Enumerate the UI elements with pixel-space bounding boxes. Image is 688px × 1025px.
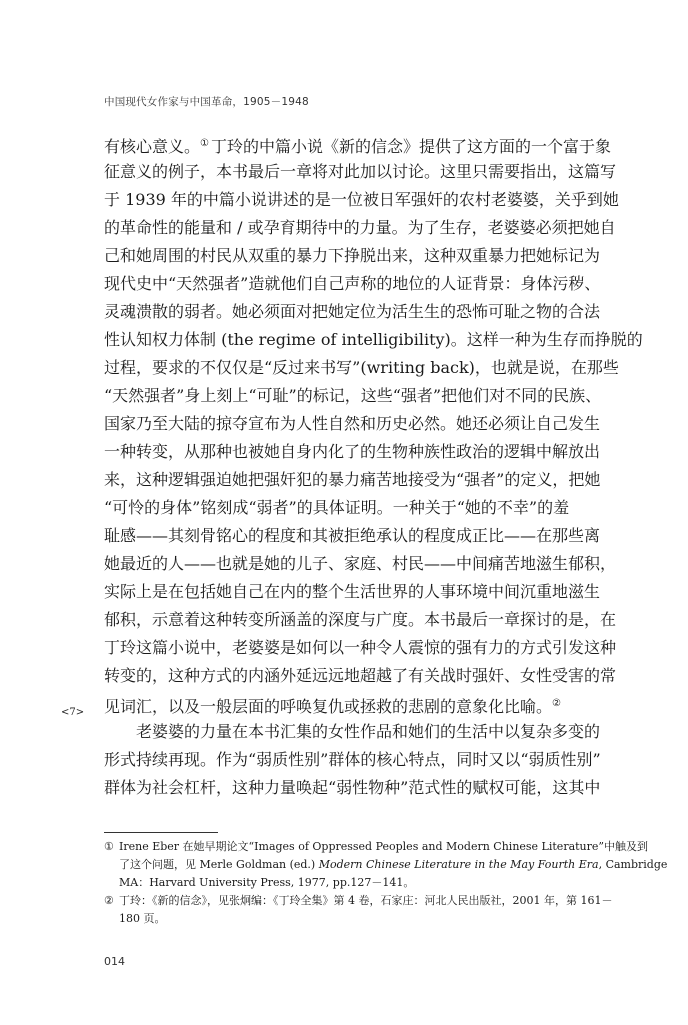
body-line: 丁玲这篇小说中，老婆婆是如何以一种令人震惊的强有力的方式引发这种: [104, 638, 617, 657]
body-text: [104, 130, 643, 802]
body-line: 国家乃至大陆的掠夺宣布为人性自然和历史必然。她还必须让自己发生: [104, 414, 601, 433]
body-line: 郁积，示意着这种转变所涵盖的深度与广度。本书最后一章探讨的是，在: [104, 610, 617, 629]
running-header: 中国现代女作家与中国革命，1905－1948: [104, 96, 309, 108]
body-line-text: 见词汇，以及一般层面的呼唤复仇或拯救的悲剧的意象化比喻。: [104, 697, 553, 716]
body-line: 形式持续再现。作为“弱质性别”群体的核心特点，同时又以“弱质性别”: [104, 750, 601, 769]
footnote-2: [104, 892, 634, 910]
body-line: 过程，要求的不仅仅是“反过来书写”(writing back)，也就是说，在那些: [104, 358, 619, 377]
body-line: 己和她周围的村民从双重的暴力下挣脱出来，这种双重暴力把她标记为: [104, 246, 601, 265]
footnote-ref-1: ①: [200, 138, 209, 149]
body-line: [104, 130, 634, 158]
body-line: 现代史中“天然强者”造就他们自己声称的地位的人证背景：身体污秽、: [104, 274, 601, 293]
footnote-1-line1: Irene Eber 在她早期论文“Images of Oppressed Peoples and Modern Chinese Literature”中触及到: [119, 840, 649, 853]
body-line-text: 有核心意义。: [104, 137, 201, 156]
footnote-1-text: 了这个问题，见 Merle Goldman (ed.): [119, 858, 319, 871]
body-line: 来，这种逻辑强迫她把强奸犯的暴力痛苦地接受为“强者”的定义，把她: [104, 470, 601, 489]
page-number: 014: [104, 955, 125, 968]
footnote-2-line1: 丁玲：《新的信念》，见张炯编：《丁玲全集》第 4 卷，石家庄：河北人民出版社，2001 年，第 161－: [119, 894, 613, 907]
footnote-2-mark: ②: [104, 894, 114, 907]
body-line: “天然强者”身上刻上“可耻”的标记，这些“强者”把他们对不同的民族、: [104, 386, 602, 405]
body-line: 转变的，这种方式的内涵外延远远地超越了有关战时强奸、女性受害的常: [104, 666, 617, 685]
body-line: “可怜的身体”铭刻成“弱者”的具体证明。一种关于“她的不幸”的羞: [104, 498, 570, 517]
footnote-2-line2: 180 页。: [119, 912, 166, 925]
body-line: 的革命性的能量和 / 或孕育期待中的力量。为了生存，老婆婆必须把她自: [104, 218, 616, 237]
body-line: 老婆婆的力量在本书汇集的女性作品和她们的生活中以复杂多变的: [136, 722, 601, 741]
body-line: 实际上是在包括她自己在内的整个生活世界的人事环境中间沉重地滋生: [104, 582, 601, 601]
footnote-ref-2: ②: [552, 698, 561, 709]
footnote-1-book-title: Modern Chinese Literature in the May Fourth Era: [318, 858, 599, 871]
body-line: 群体为社会杠杆，这种力量唤起“弱性物种”范式性的赋权可能，这其中: [104, 778, 601, 797]
body-line: 性认知权力体制 (the regime of intelligibility)。这样一种为生存而挣脱的: [104, 330, 643, 349]
body-line: 耻感——其刻骨铭心的程度和其被拒绝承认的程度成正比——在那些离: [104, 526, 601, 545]
body-line: 一种转变，从那种也被她自身内化了的生物种族性政治的逻辑中解放出: [104, 442, 601, 461]
footnote-1-text: , Cambridge: [598, 858, 668, 871]
body-line: 她最近的人——也就是她的儿子、家庭、村民——中间痛苦地滋生郁积，: [104, 554, 617, 573]
body-line: [104, 690, 634, 718]
footnote-1-mark: ①: [104, 840, 114, 853]
footnote-1: [104, 838, 649, 856]
footnote-1-line3: MA：Harvard University Press, 1977, pp.127－141。: [119, 876, 415, 889]
footnotes: [104, 838, 668, 928]
body-line: 征意义的例子，本书最后一章将对此加以讨论。这里只需要指出，这篇写: [104, 162, 617, 181]
footnote-divider: [104, 832, 218, 833]
footnote-1-line2: [104, 856, 668, 874]
body-line: 于 1939 年的中篇小说讲述的是一位被日军强奸的农村老婆婆，关乎到她: [104, 190, 619, 209]
body-line-text: 丁玲的中篇小说《新的信念》提供了这方面的一个富于象: [210, 137, 611, 156]
body-line: 灵魂溃散的弱者。她必须面对把她定位为活生生的恐怖可耻之物的合法: [104, 302, 601, 321]
margin-page-marker: <7>: [61, 707, 85, 718]
